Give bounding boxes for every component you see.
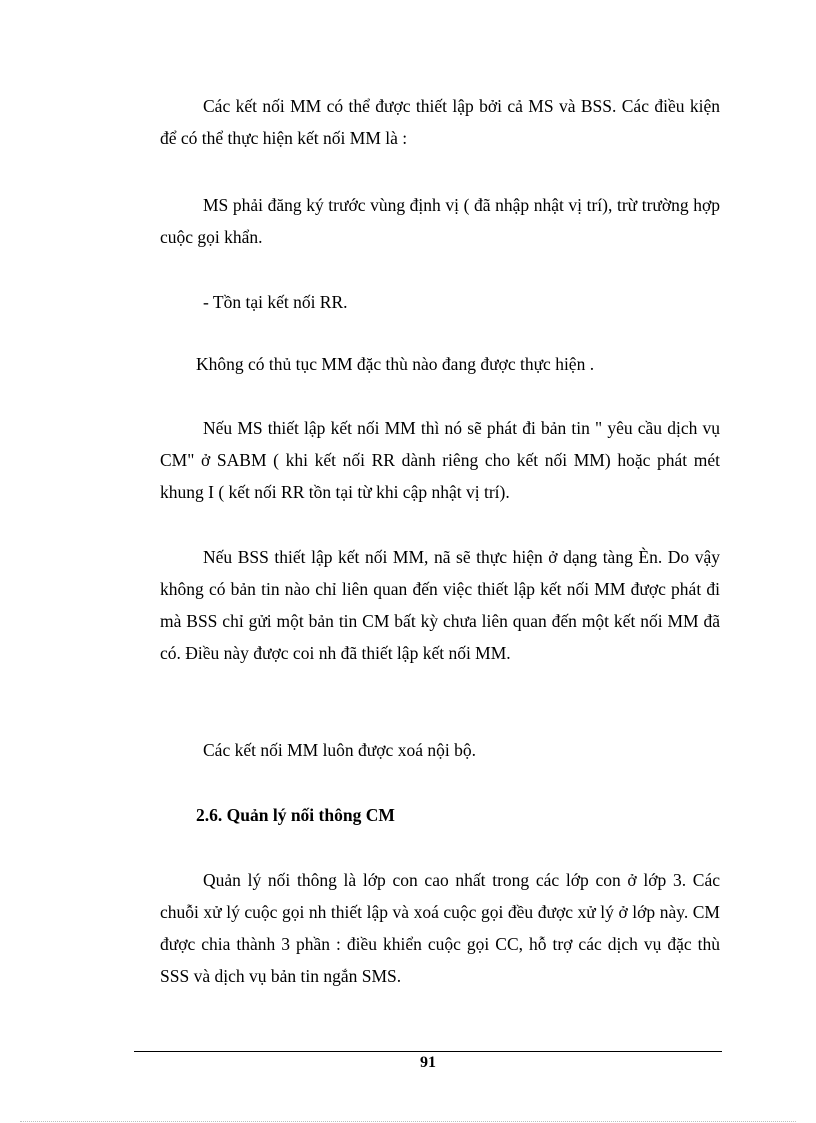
paragraph-mm-connection-setup: Các kết nối MM có thể được thiết lập bởi cả MS và BSS. Các điều kiện để có thể thực hiện kết nối MM là : — [160, 96, 720, 148]
paragraph-cm-description: Quản lý nối thông là lớp con cao nhất trong các lớp con ở lớp 3. Các chuỗi xử lý cuộc gọi nh thiết lập và xoá cuộc gọi đều được xử lý ở lớp này. CM được chia thành 3 phần : điều khiển cuộc gọi CC, hỗ trợ các dịch vụ đặc thù SSS và dịch vụ bản tin ngắn SMS. — [160, 870, 720, 986]
paragraph-rr-connection: - Tồn tại kết nối RR. — [203, 292, 348, 312]
paragraph-mm-release: Các kết nối MM luôn được xoá nội bộ. — [203, 740, 476, 760]
page-bottom-dotted-line — [20, 1121, 796, 1122]
paragraph-bss-initiated: Nếu BSS thiết lập kết nối MM, nã sẽ thực hiện ở dạng tàng Èn. Do vậy không có bản tin nào chỉ liên quan đến việc thiết lập kết nối MM được phát đi mà BSS chỉ gửi một bản tin CM bất kỳ chưa liên quan đến một kết nối MM đã có. Điều này được coi nh đã thiết lập kết nối MM. — [160, 547, 720, 663]
page-number: 91 — [420, 1054, 436, 1071]
paragraph-ms-registration: MS phải đăng ký trước vùng định vị ( đã nhập nhật vị trí), trừ trường hợp cuộc gọi khẩn. — [160, 195, 720, 247]
paragraph-ms-initiated: Nếu MS thiết lập kết nối MM thì nó sẽ phát đi bản tin " yêu cầu dịch vụ CM" ở SABM ( khi kết nối RR dành riêng cho kết nối MM) hoặc phát mét khung I ( kết nối RR tồn tại từ khi cập nhật vị trí). — [160, 418, 720, 502]
paragraph-no-mm-procedure: Không có thủ tục MM đặc thù nào đang được thực hiện . — [196, 354, 595, 374]
section-heading: 2.6. Quản lý nối thông CM — [196, 805, 395, 825]
